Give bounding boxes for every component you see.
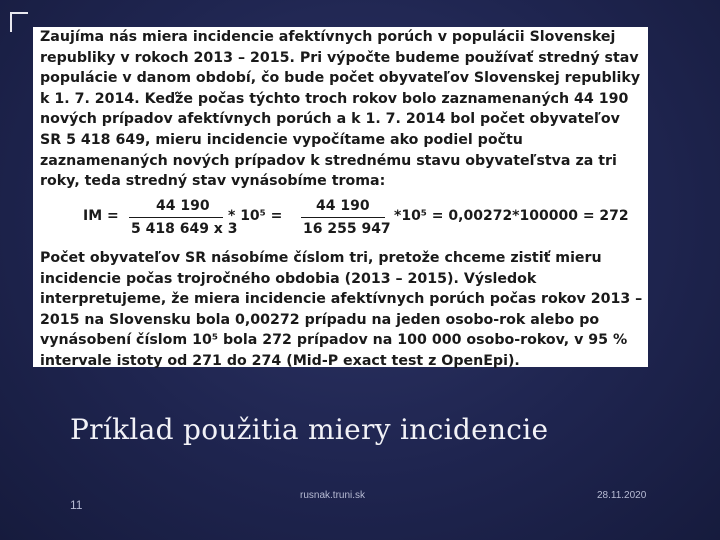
formula-frac1-numerator: 44 190 bbox=[156, 198, 210, 214]
formula-frac2-denominator: 16 255 947 bbox=[303, 221, 391, 237]
footer-website: rusnak.truni.sk bbox=[300, 490, 366, 501]
interpretation-paragraph: Počet obyvateľov SR násobíme číslom tri, pretože chceme zistiť mieru incidencie počas trojročného obdobia (2013 – 2015). Výsledok interpretujeme, že miera incidencie afektívnych porúch počas rokov 2013 – 2015 na Slovensku bola 0,00272 prípadu na jeden osobo-rok alebo po vynásobení číslom 10⁵ bola 272 prípadov na 100 000 osobo-rokov, v 95 % intervale istoty od 271 do 274 (Mid-P exact test z OpenEpi). bbox=[40, 250, 643, 369]
corner-bracket-decoration bbox=[10, 12, 28, 32]
slide-number: 11 bbox=[70, 498, 83, 512]
footer-date: 28.11.2020 bbox=[597, 490, 647, 501]
formula-frac1-denominator: 5 418 649 x 3 bbox=[131, 221, 238, 237]
explanation-paragraph: Zaujíma nás miera incidencie afektívnych porúch v populácii Slovenskej republiky v rokoch 2013 – 2015. Pri výpočte budeme používať stredný stav populácie v danom období, čo bude počet obyvateľov Slovenskej republiky k 1. 7. 2014. Keďže počas týchto troch rokov bolo zaznamenaných 44 190 nových prípadov afektívnych porúch a k 1. 7. 2014 bol počet obyvateľov SR 5 418 649, mieru incidencie vypočítame ako podiel počtu zaznamenaných nových prípadov k strednému stavu obyvateľstva za tri roky, teda stredný stav vynásobíme troma: bbox=[40, 29, 641, 190]
formula-frac2-numerator: 44 190 bbox=[316, 198, 370, 214]
formula-frac1-line bbox=[129, 217, 223, 218]
formula-frac2-line bbox=[301, 217, 385, 218]
content-image-box bbox=[33, 27, 648, 367]
formula-lhs: IM = bbox=[83, 208, 119, 224]
formula-result: *10⁵ = 0,00272*100000 = 272 bbox=[394, 208, 629, 224]
slide-title: Príklad použitia miery incidencie bbox=[70, 413, 549, 446]
formula-multiplier: * 10⁵ = bbox=[228, 208, 283, 224]
incidence-formula bbox=[83, 198, 643, 242]
